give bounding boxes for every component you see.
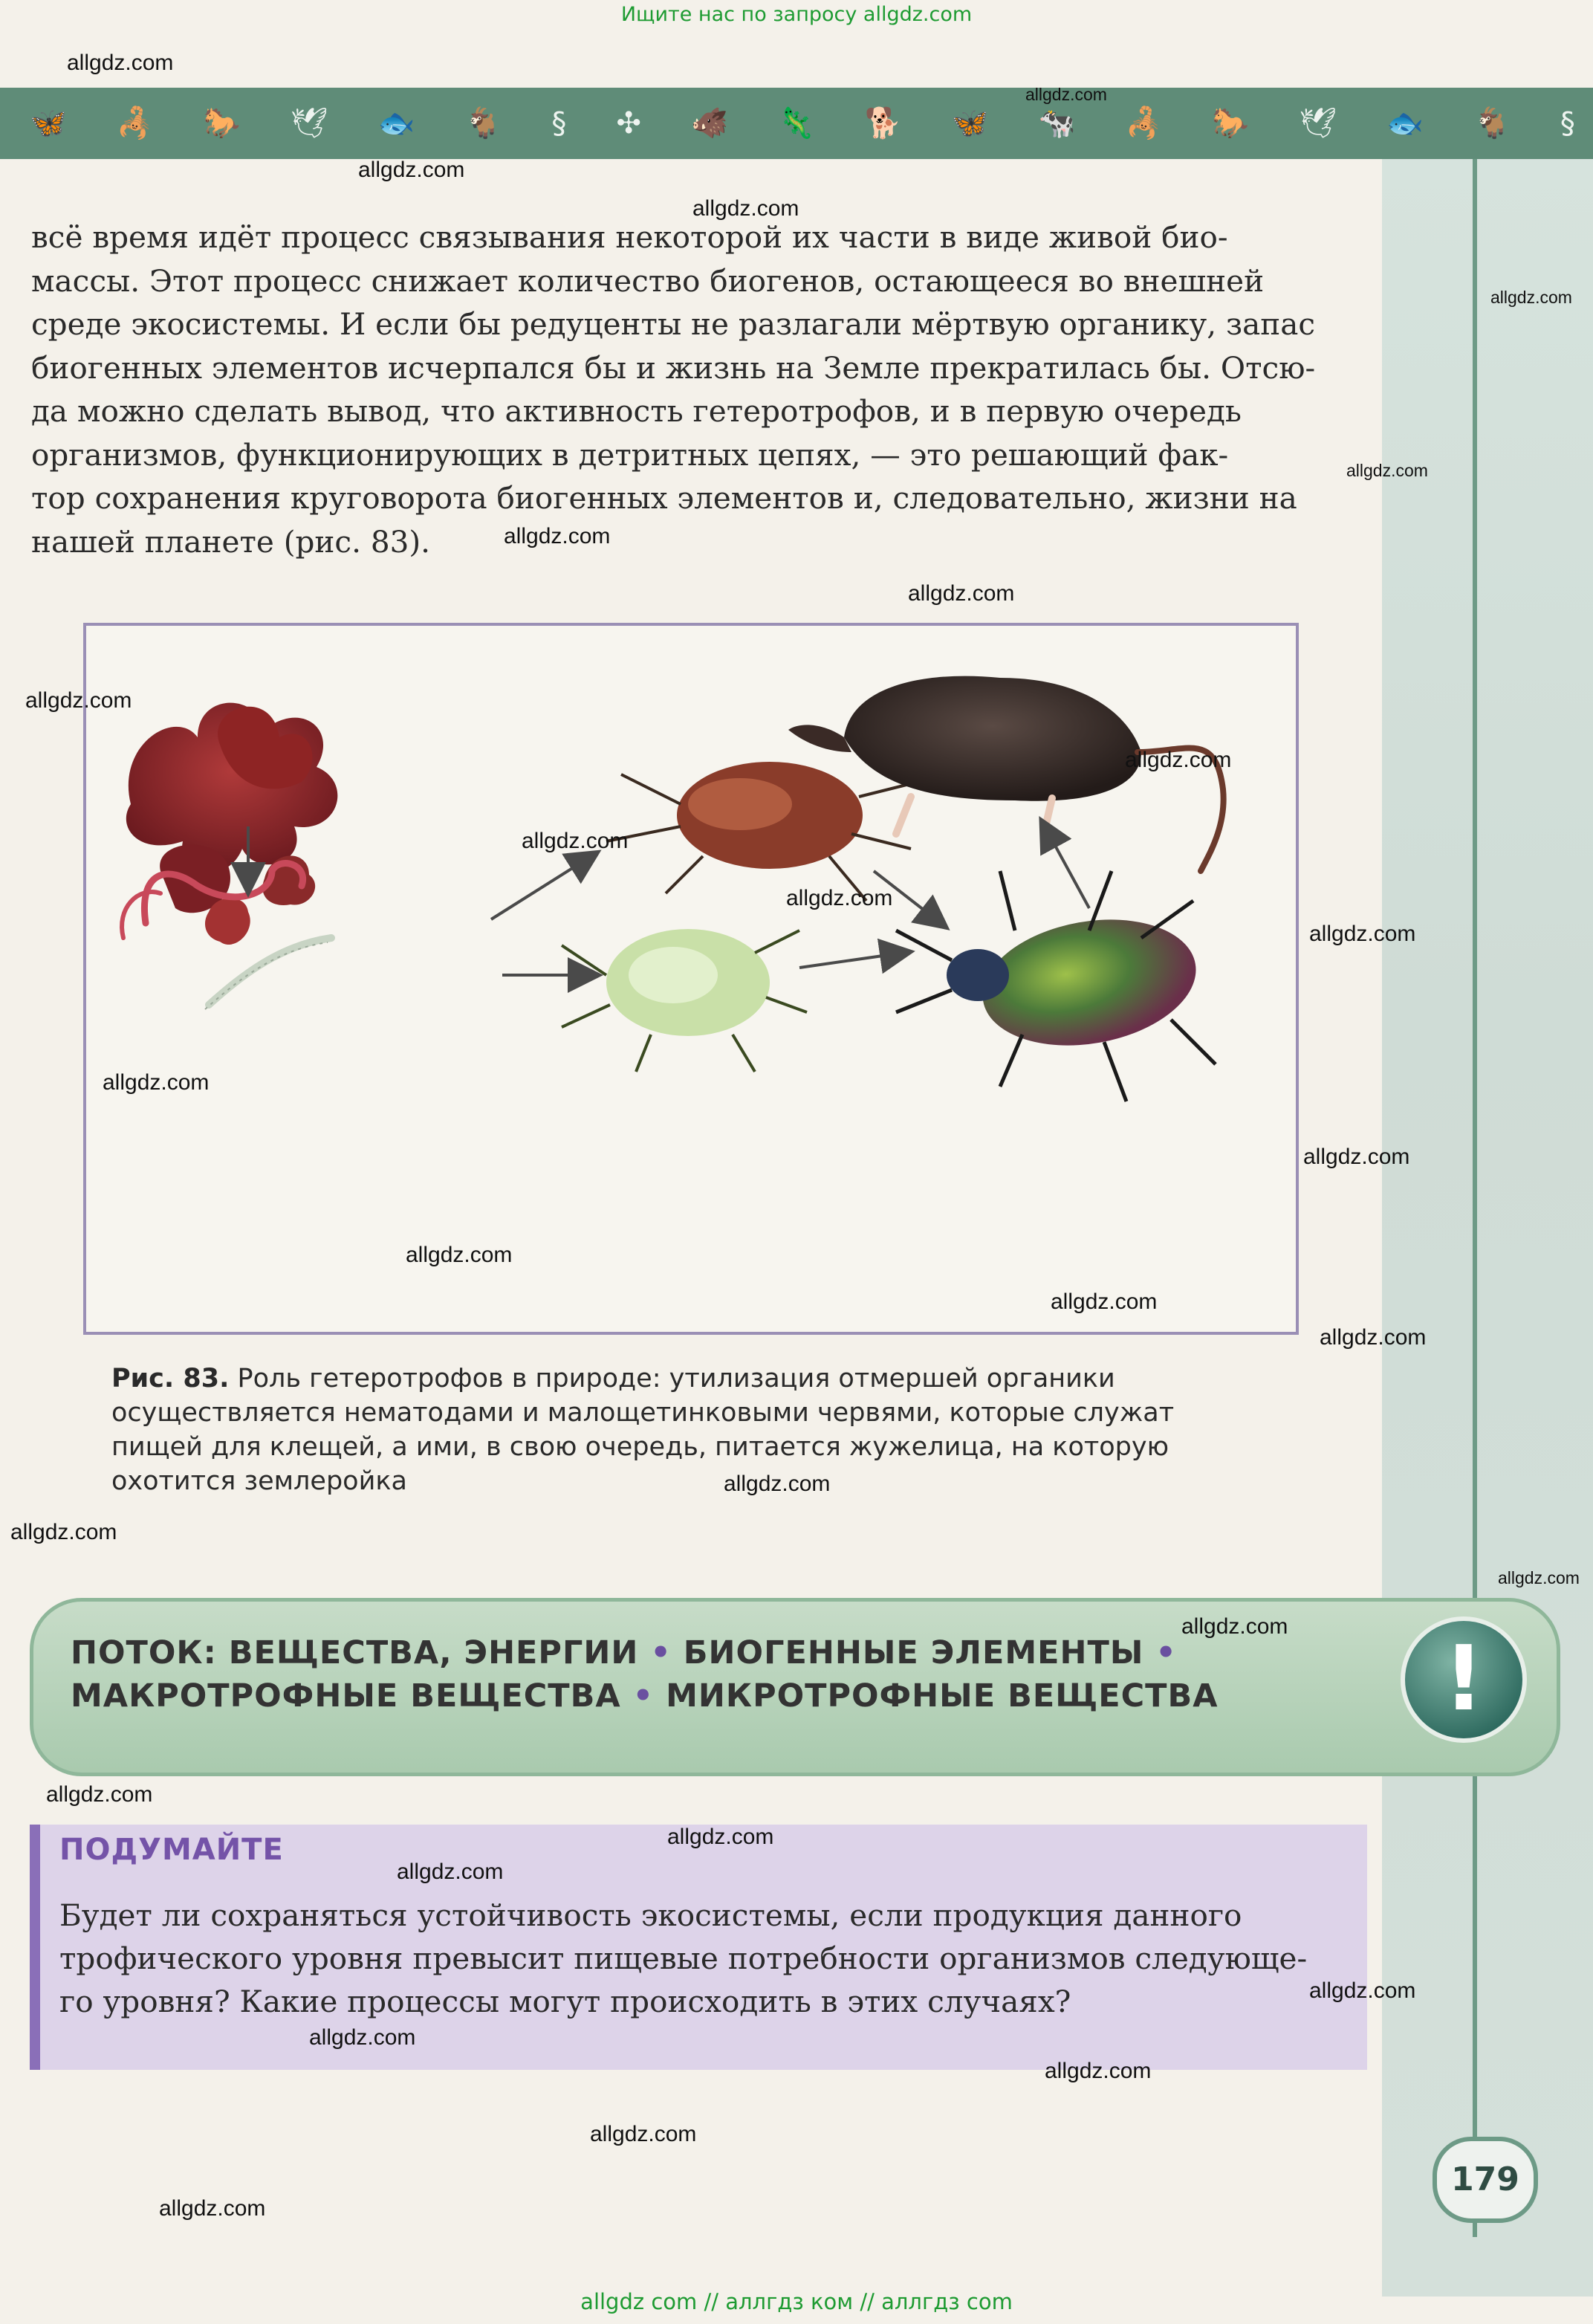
watermark: allgdz.com	[1125, 748, 1232, 772]
dog-icon: 🐕	[864, 106, 902, 140]
food-chain-illustration	[86, 626, 1296, 1332]
scorpion-icon: 🦂	[116, 106, 154, 140]
think-question	[59, 1894, 1360, 2023]
goat-icon: 🐐	[1473, 106, 1511, 140]
figure-caption	[111, 1362, 1271, 1498]
watermark: allgdz.com	[1051, 1289, 1158, 1314]
bullet: •	[1155, 1634, 1177, 1671]
bullet: •	[650, 1634, 672, 1671]
cow-icon: 🐄	[1038, 106, 1076, 140]
watermark: allgdz.com	[1303, 1145, 1410, 1169]
butterfly-icon: 🦋	[30, 106, 67, 140]
caption-line: Роль гетеротрофов в природе: утилизация отмершей органики	[229, 1364, 1115, 1394]
body-line: массы. Этот процесс снижает количество биогенов, остающееся во внешней	[31, 262, 1265, 299]
fish-icon: 🐟	[1386, 106, 1424, 140]
page-number: 179	[1433, 2137, 1538, 2223]
bottom-links[interactable]: allgdz com // аллгдз ком // аллгдз com	[580, 2289, 1013, 2314]
ground-beetle-icon	[896, 871, 1216, 1101]
watermark: allgdz.com	[1498, 1568, 1580, 1587]
mite-brown-icon	[606, 762, 918, 901]
caption-line: охотится землеройка	[111, 1466, 407, 1496]
keyword: БИОГЕННЫЕ ЭЛЕМЕНТЫ	[683, 1634, 1144, 1671]
rhino-icon: 🐗	[690, 106, 728, 140]
watermark: allgdz.com	[504, 524, 611, 548]
keyword: МАКРОТРОФНЫЕ ВЕЩЕСТВА	[71, 1677, 621, 1715]
body-line: биогенных элементов исчерпался бы и жизнь на Земле прекратилась бы. Отсю-	[31, 349, 1316, 386]
top-search-link[interactable]: Ищите нас по запросу allgdz.com	[620, 3, 973, 26]
goat-icon: 🐐	[464, 106, 502, 140]
think-accent-bar	[30, 1825, 40, 2070]
arrow-green-mite-to-beetle	[799, 953, 903, 968]
think-line: го уровня? Какие процессы могут происходить в этих случаях?	[59, 1984, 1071, 2019]
fish-icon: 🐟	[377, 106, 415, 140]
watermark: allgdz.com	[692, 196, 799, 221]
watermark: allgdz.com	[1045, 2059, 1152, 2083]
seahorse-icon: §	[1560, 106, 1575, 140]
watermark: allgdz.com	[159, 2196, 266, 2221]
watermark: allgdz.com	[1309, 922, 1416, 946]
watermark: allgdz.com	[25, 688, 132, 713]
keyword: МИКРОТРОФНЫЕ ВЕЩЕСТВА	[666, 1677, 1219, 1715]
watermark: allgdz.com	[103, 1070, 210, 1095]
exclamation-icon: !	[1401, 1616, 1527, 1743]
body-line: нашей планете (рис. 83).	[31, 523, 431, 560]
body-line: организмов, функционирующих в детритных цепях, — это решающий фак-	[31, 436, 1229, 473]
watermark: allgdz.com	[67, 51, 174, 75]
body-line: всё время идёт процесс связывания некоторой их части в виде живой био-	[31, 219, 1228, 255]
watermark: allgdz.com	[10, 1520, 117, 1544]
watermark: allgdz.com	[522, 829, 629, 853]
horse-icon: 🐎	[1212, 106, 1250, 140]
bird-icon: 🕊	[1299, 106, 1337, 140]
scorpion-icon: 🦂	[1125, 106, 1163, 140]
watermark: allgdz.com	[590, 2122, 697, 2146]
watermark: allgdz.com	[908, 581, 1015, 606]
body-paragraph	[31, 216, 1358, 563]
watermark: allgdz.com	[1320, 1325, 1427, 1350]
mite-green-icon	[562, 929, 807, 1072]
lizard-icon: 🦎	[777, 106, 815, 140]
animal-banner	[0, 88, 1593, 159]
watermark: allgdz.com	[1346, 461, 1428, 480]
watermark: allgdz.com	[46, 1782, 153, 1807]
keywords-banner	[30, 1598, 1560, 1776]
butterfly-icon: 🦋	[951, 106, 989, 140]
bullet: •	[632, 1677, 655, 1715]
fly-icon: ✣	[616, 106, 641, 140]
watermark: allgdz.com	[309, 2025, 416, 2050]
think-title: ПОДУМАЙТЕ	[59, 1833, 284, 1867]
arrow-worm-to-brown-mite	[491, 856, 591, 919]
caption-line: осуществляется нематодами и малощетинковыми червями, которые служат	[111, 1398, 1175, 1428]
arrow-beetle-to-shrew	[1045, 826, 1089, 908]
nematode-icon	[205, 938, 331, 1009]
watermark: allgdz.com	[397, 1859, 504, 1884]
shrew-icon	[788, 676, 1224, 871]
caption-line: пищей для клещей, а ими, в свою очередь, питается жужелица, на которую	[111, 1432, 1169, 1462]
body-line: тор сохранения круговорота биогенных элементов и, следовательно, жизни на	[31, 480, 1297, 516]
keyword: ПОТОК: ВЕЩЕСТВА, ЭНЕРГИИ	[71, 1634, 639, 1671]
watermark: allgdz.com	[1181, 1614, 1288, 1639]
watermark: allgdz.com	[1309, 1978, 1416, 2003]
figure-label: Рис. 83.	[111, 1364, 230, 1394]
figure-83	[83, 623, 1299, 1335]
watermark: allgdz.com	[724, 1472, 831, 1496]
seahorse-icon: §	[551, 106, 567, 140]
bird-icon: 🕊	[290, 106, 328, 140]
body-line: да можно сделать вывод, что активность гетеротрофов, и в первую очередь	[31, 393, 1242, 429]
watermark: allgdz.com	[406, 1243, 513, 1267]
watermark: allgdz.com	[1025, 85, 1107, 104]
dead-leaves-icon	[126, 703, 338, 945]
think-line: Будет ли сохраняться устойчивость экосистемы, если продукция данного	[59, 1897, 1242, 1933]
watermark: allgdz.com	[786, 886, 893, 910]
watermark: allgdz.com	[1490, 288, 1572, 307]
watermark: allgdz.com	[667, 1825, 774, 1849]
margin-rule	[1473, 156, 1477, 2237]
watermark: allgdz.com	[358, 158, 465, 182]
body-line: среде экосистемы. И если бы редуценты не разлагали мёртвую органику, запас	[31, 306, 1316, 342]
think-line: трофического уровня превысит пищевые потребности организмов следующе-	[59, 1941, 1308, 1976]
horse-icon: 🐎	[203, 106, 241, 140]
